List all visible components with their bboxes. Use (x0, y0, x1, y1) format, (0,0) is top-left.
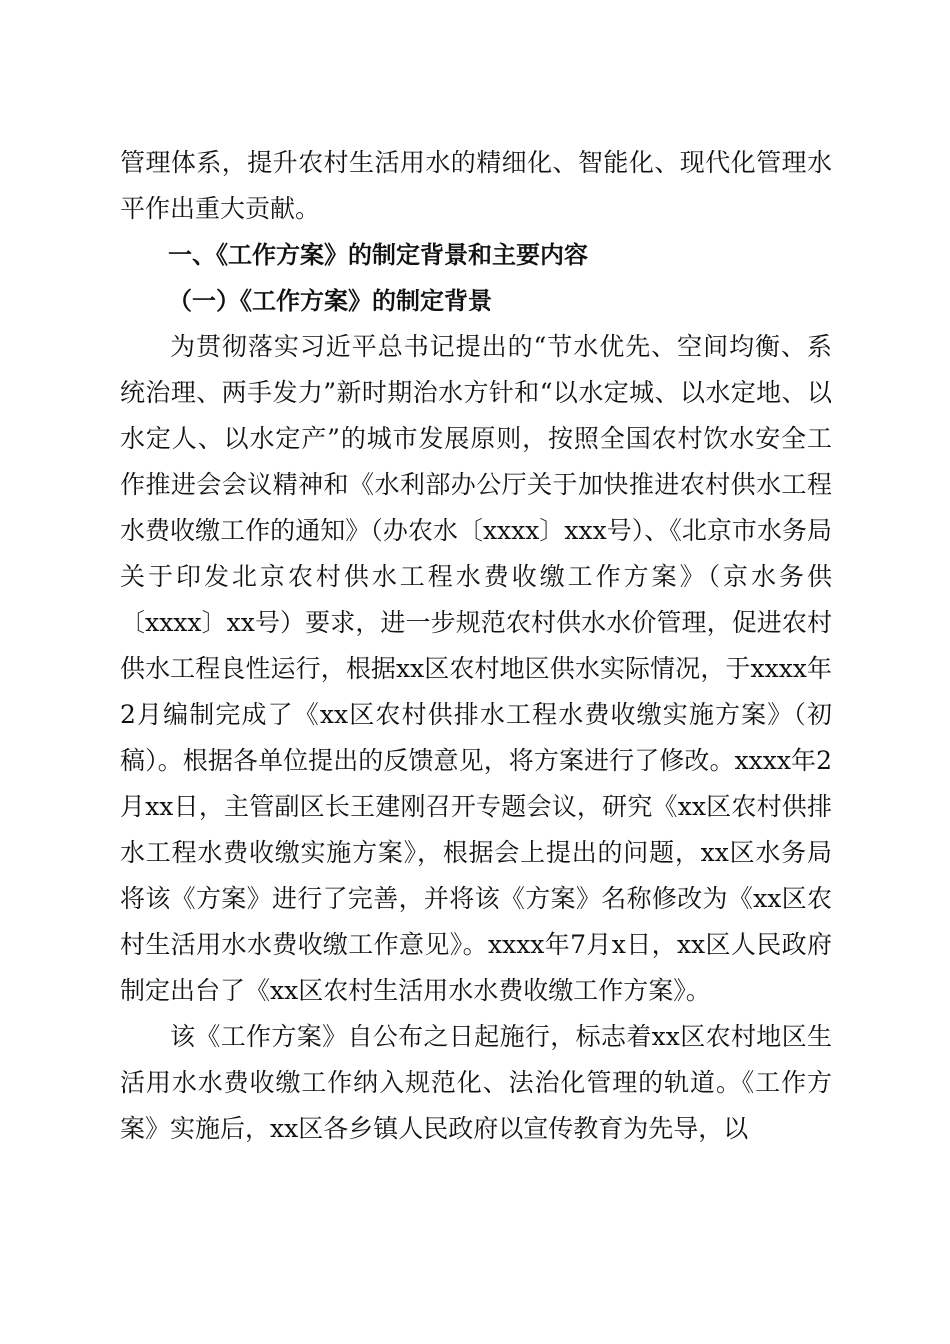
background-paragraph: 为贯彻落实习近平总书记提出的“节水优先、空间均衡、系统治理、两手发力”新时期治水方针和“以水定城、以水定地、以水定人、以水定产”的城市发展原则，按照全国农村饮水安全工作推进会会议精神和《水利部办公厅关于加快推进农村供水工程水费收缴工作的通知》（办农水〔xxxx〕xxx号）、《北京市水务局关于印发北京农村供水工程水费收缴工作方案》（京水务供〔xxxx〕xx号）要求，进一步规范农村供水水价管理，促进农村供水工程良性运行，根据xx区农村地区供水实际情况，于xxxx年2月编制完成了《xx区农村供排水工程水费收缴实施方案》（初稿）。根据各单位提出的反馈意见，将方案进行了修改。xxxx年2月xx日，主管副区长王建刚召开专题会议，研究《xx区农村供排水工程水费收缴实施方案》，根据会上提出的问题，xx区水务局将该《方案》进行了完善，并将该《方案》名称修改为《xx区农村生活用水水费收缴工作意见》。xxxx年7月x日，xx区人民政府制定出台了《xx区农村生活用水水费收缴工作方案》。 (120, 332, 832, 1005)
opening-paragraph: 管理体系，提升农村生活用水的精细化、智能化、现代化管理水平作出重大贡献。 (120, 148, 832, 223)
section-heading: 一、《工作方案》的制定背景和主要内容 (168, 241, 588, 269)
document-body (120, 140, 832, 1152)
implementation-paragraph: 该《工作方案》自公布之日起施行，标志着xx区农村地区生活用水水费收缴工作纳入规范化、法治化管理的轨道。《工作方案》实施后，xx区各乡镇人民政府以宣传教育为先导，以 (120, 1022, 832, 1143)
subsection-heading: （一）《工作方案》的制定背景 (168, 286, 492, 315)
